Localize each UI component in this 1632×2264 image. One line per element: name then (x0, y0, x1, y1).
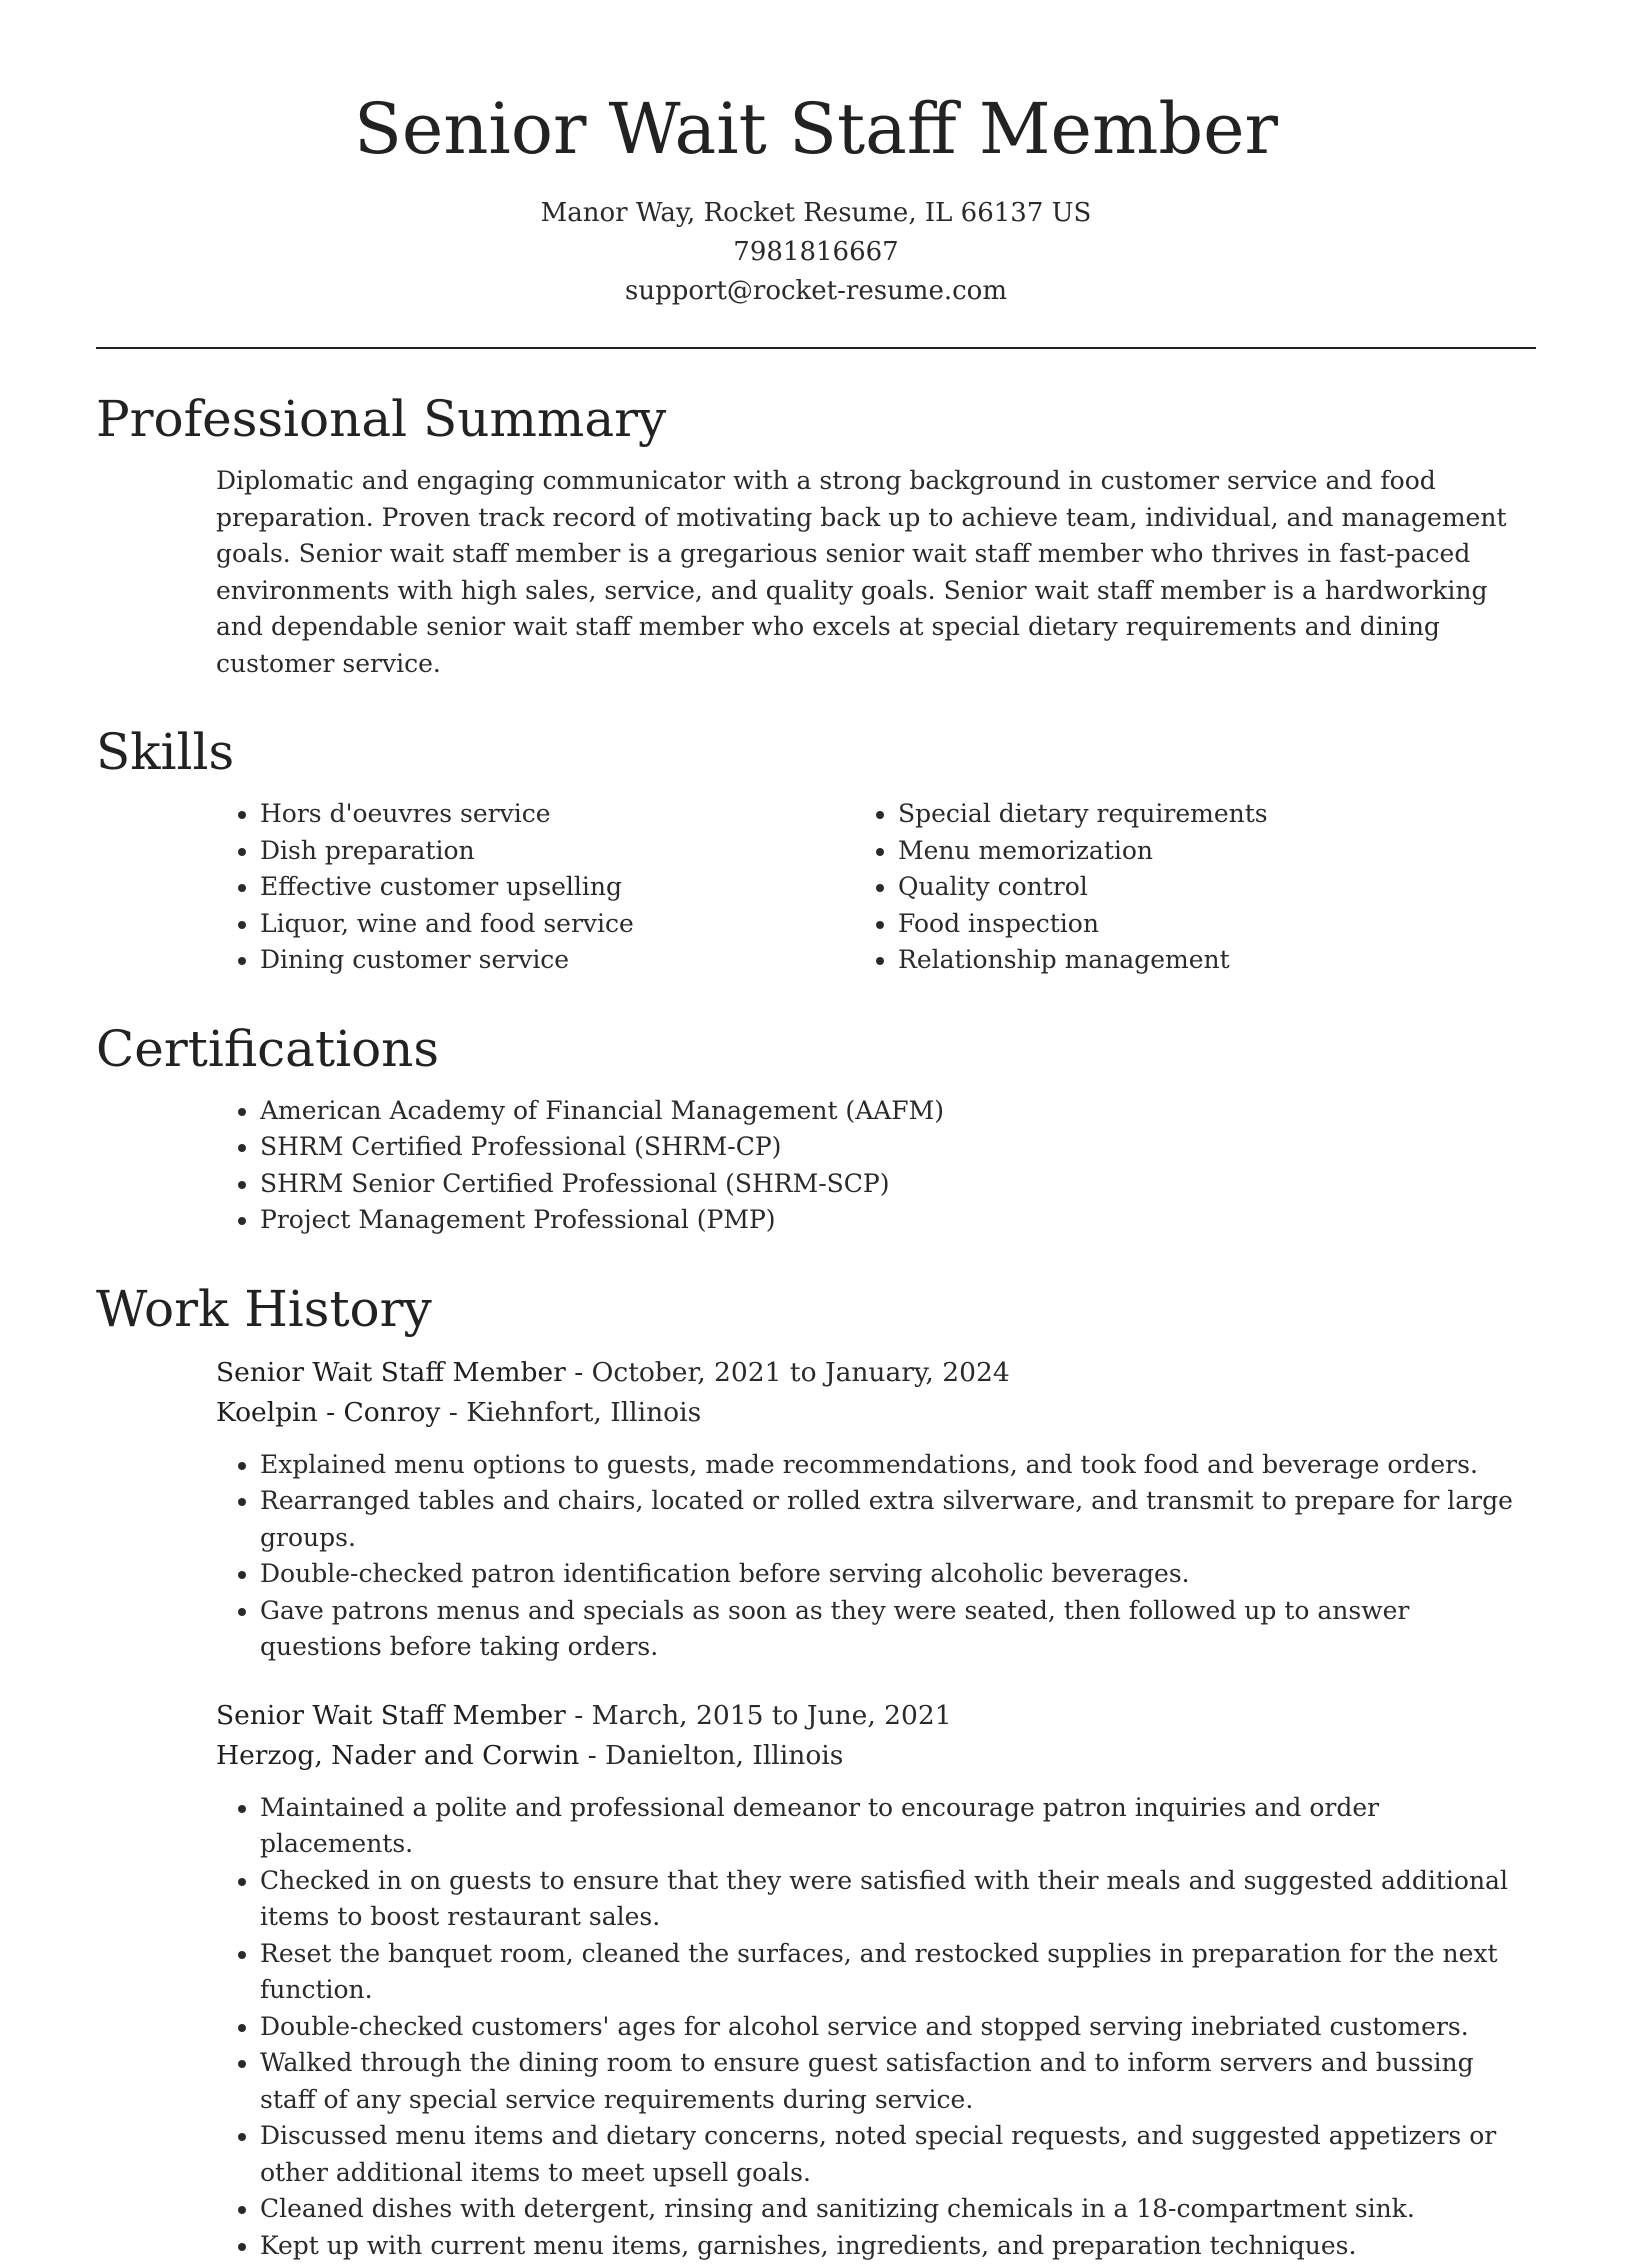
contact-phone: 7981816667 (96, 233, 1536, 272)
summary-section (216, 463, 1536, 682)
job-entry (216, 1353, 1536, 1666)
certification-item: • SHRM Certified Professional (SHRM-CP) (260, 1129, 1536, 1166)
work-history-heading: Work History (96, 1279, 1536, 1339)
skill-item: • Quality control (898, 869, 1536, 906)
job-duty: • Double-checked customers' ages for alcohol service and stopped serving inebriated customers. (260, 2009, 1536, 2046)
certifications-section (216, 1093, 1536, 1239)
skill-item: • Effective customer upselling (260, 869, 898, 906)
job-entry (216, 1696, 1536, 2264)
summary-text: Diplomatic and engaging communicator with a strong background in customer service and food preparation. Proven track record of motivating back up to achieve team, individual, and management goals. Senior wait staff member is a gregarious senior wait staff member who thrives in fast-paced environments with high sales, service, and quality goals. Senior wait staff member is a hardworking and dependable senior wait staff member who excels at special dietary requirements and dining customer service. (216, 463, 1536, 682)
job-duty: • Reset the banquet room, cleaned the surfaces, and restocked supplies in preparation for the next function. (260, 1936, 1536, 2009)
summary-heading: Professional Summary (96, 389, 1536, 449)
job-dates: - October, 2021 to January, 2024 (566, 1357, 1010, 1388)
certification-item: • SHRM Senior Certified Professional (SHRM-SCP) (260, 1166, 1536, 1203)
skill-item: • Menu memorization (898, 833, 1536, 870)
job-duty: • Discussed menu items and dietary concerns, noted special requests, and suggested appetizers or other additional items to meet upsell goals. (260, 2118, 1536, 2191)
job-duties-list (216, 1447, 1536, 1666)
contact-block (96, 194, 1536, 311)
skill-item: • Dining customer service (260, 942, 898, 979)
job-duty: • Explained menu options to guests, made recommendations, and took food and beverage orders. (260, 1447, 1536, 1484)
skill-item: • Hors d'oeuvres service (260, 796, 898, 833)
job-duty: • Rearranged tables and chairs, located or rolled extra silverware, and transmit to prepare for large groups. (260, 1483, 1536, 1556)
certifications-heading: Certifications (96, 1019, 1536, 1079)
job-role: Senior Wait Staff Member (216, 1700, 566, 1731)
skills-section (216, 796, 1536, 979)
job-duty: • Gave patrons menus and specials as soon as they were seated, then followed up to answer questions before taking orders. (260, 1593, 1536, 1666)
skill-item: • Liquor, wine and food service (260, 906, 898, 943)
skills-list-left (216, 796, 898, 979)
skill-item: • Relationship management (898, 942, 1536, 979)
certification-item: • American Academy of Financial Management (AAFM) (260, 1093, 1536, 1130)
job-location: - Danielton, Illinois (579, 1740, 843, 1771)
certifications-list (216, 1093, 1536, 1239)
job-company: Koelpin - Conroy (216, 1397, 440, 1428)
contact-email: support@rocket-resume.com (96, 272, 1536, 311)
job-duty: • Cleaned dishes with detergent, rinsing and sanitizing chemicals in a 18-compartment sink. (260, 2191, 1536, 2228)
job-duty: • Walked through the dining room to ensure guest satisfaction and to inform servers and bussing staff of any special service requirements during service. (260, 2045, 1536, 2118)
candidate-name: Senior Wait Staff Member (96, 86, 1536, 172)
job-company: Herzog, Nader and Corwin (216, 1740, 579, 1771)
resume-header (96, 0, 1536, 311)
skills-list-right (898, 796, 1536, 979)
job-title-line (216, 1353, 1536, 1393)
job-duty: • Kept up with current menu items, garnishes, ingredients, and preparation techniques. (260, 2228, 1536, 2264)
certification-item: • Project Management Professional (PMP) (260, 1202, 1536, 1239)
job-duty: • Double-checked patron identification before serving alcoholic beverages. (260, 1556, 1536, 1593)
job-dates: - March, 2015 to June, 2021 (566, 1700, 952, 1731)
job-location: - Kiehnfort, Illinois (440, 1397, 701, 1428)
skill-item: • Special dietary requirements (898, 796, 1536, 833)
skill-item: • Food inspection (898, 906, 1536, 943)
header-divider (96, 347, 1536, 349)
job-role: Senior Wait Staff Member (216, 1357, 566, 1388)
job-duties-list (216, 1790, 1536, 2264)
skills-heading: Skills (96, 722, 1536, 782)
job-duty: • Checked in on guests to ensure that they were satisfied with their meals and suggested additional items to boost restaurant sales. (260, 1863, 1536, 1936)
job-duty: • Maintained a polite and professional demeanor to encourage patron inquiries and order placements. (260, 1790, 1536, 1863)
job-company-line (216, 1393, 1536, 1433)
contact-address: Manor Way, Rocket Resume, IL 66137 US (96, 194, 1536, 233)
work-history-section (216, 1353, 1536, 2264)
job-title-line (216, 1696, 1536, 1736)
job-company-line (216, 1736, 1536, 1776)
skill-item: • Dish preparation (260, 833, 898, 870)
